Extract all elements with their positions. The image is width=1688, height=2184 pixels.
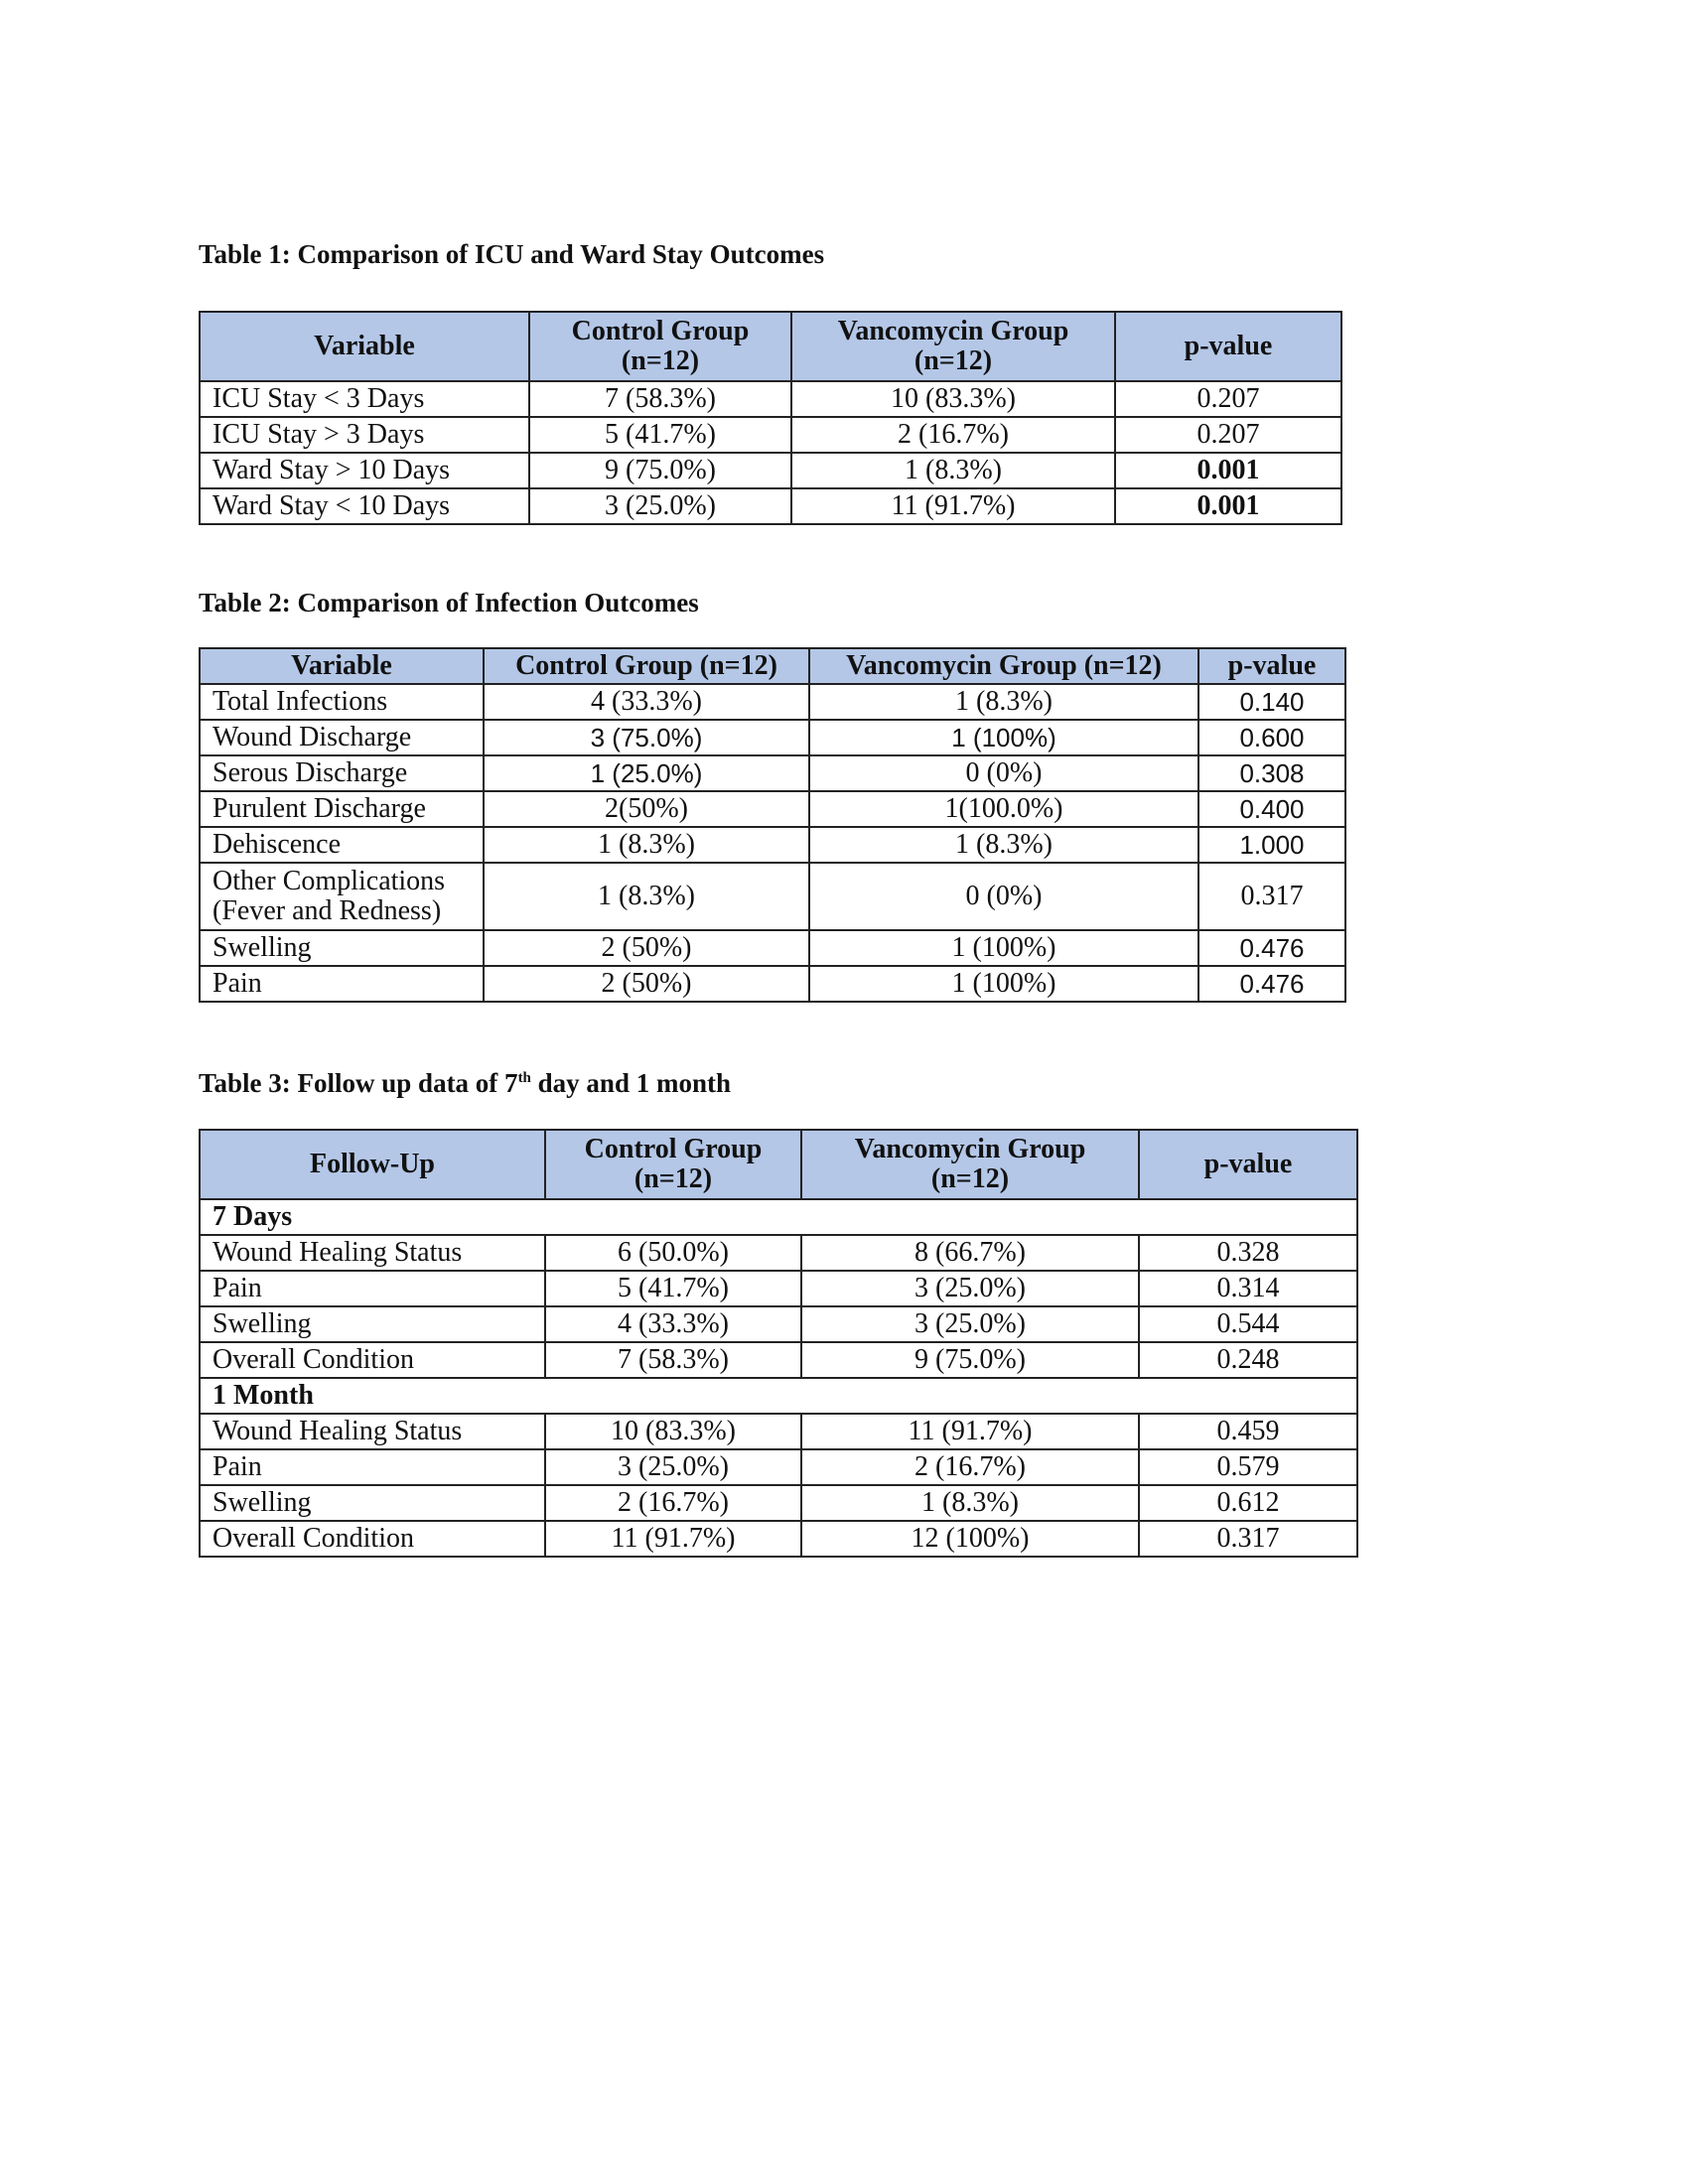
table3-header-followup: Follow-Up	[200, 1130, 545, 1199]
row-pvalue: 0.001	[1115, 453, 1341, 488]
row-control: 9 (75.0%)	[529, 453, 791, 488]
row-pvalue: 0.476	[1198, 966, 1345, 1002]
row-variable: Ward Stay > 10 Days	[200, 453, 529, 488]
table-row	[200, 1306, 1357, 1342]
row-pvalue: 0.140	[1198, 684, 1345, 720]
row-control: 7 (58.3%)	[545, 1342, 801, 1378]
row-vancomycin: 11 (91.7%)	[801, 1414, 1139, 1449]
row-vancomycin: 0 (0%)	[809, 755, 1198, 791]
table3-caption-sup: th	[517, 1070, 531, 1086]
row-variable: Dehiscence	[200, 827, 484, 863]
table2-header-row	[200, 648, 1345, 684]
row-variable: Ward Stay < 10 Days	[200, 488, 529, 524]
row-control: 1 (25.0%)	[484, 755, 809, 791]
table2-header-pvalue: p-value	[1198, 648, 1345, 684]
table-row	[200, 863, 1345, 930]
row-control: 10 (83.3%)	[545, 1414, 801, 1449]
row-vancomycin: 1 (8.3%)	[809, 684, 1198, 720]
row-variable: Wound Healing Status	[200, 1235, 545, 1271]
row-control: 7 (58.3%)	[529, 381, 791, 417]
row-vancomycin: 3 (25.0%)	[801, 1306, 1139, 1342]
table1-header-variable: Variable	[200, 312, 529, 381]
row-vancomycin: 2 (16.7%)	[791, 417, 1115, 453]
row-control: 1 (8.3%)	[484, 827, 809, 863]
row-pvalue: 0.308	[1198, 755, 1345, 791]
row-vancomycin: 12 (100%)	[801, 1521, 1139, 1557]
table-row	[200, 1271, 1357, 1306]
table3-header-pvalue: p-value	[1139, 1130, 1357, 1199]
table-row	[200, 1485, 1357, 1521]
row-variable: Pain	[200, 1271, 545, 1306]
row-vancomycin: 1 (100%)	[809, 720, 1198, 755]
table-row	[200, 791, 1345, 827]
table3-caption	[199, 1070, 731, 1097]
row-control: 4 (33.3%)	[545, 1306, 801, 1342]
row-pvalue: 0.476	[1198, 930, 1345, 966]
table3	[199, 1129, 1358, 1558]
table-row	[200, 417, 1341, 453]
row-variable: Wound Healing Status	[200, 1414, 545, 1449]
table-row	[200, 1342, 1357, 1378]
row-pvalue: 0.600	[1198, 720, 1345, 755]
row-variable: Serous Discharge	[200, 755, 484, 791]
row-vancomycin: 1 (8.3%)	[801, 1485, 1139, 1521]
row-pvalue: 0.579	[1139, 1449, 1357, 1485]
row-pvalue: 0.400	[1198, 791, 1345, 827]
table1-caption: Table 1: Comparison of ICU and Ward Stay Outcomes	[199, 239, 825, 269]
table-row	[200, 930, 1345, 966]
row-control: 3 (25.0%)	[529, 488, 791, 524]
row-pvalue: 0.328	[1139, 1235, 1357, 1271]
table2	[199, 647, 1346, 1003]
table2-caption: Table 2: Comparison of Infection Outcomes	[199, 588, 699, 617]
row-control: 2(50%)	[484, 791, 809, 827]
row-variable: Swelling	[200, 1306, 545, 1342]
row-pvalue: 0.612	[1139, 1485, 1357, 1521]
row-control: 3 (25.0%)	[545, 1449, 801, 1485]
row-vancomycin: 1(100.0%)	[809, 791, 1198, 827]
row-control: 3 (75.0%)	[484, 720, 809, 755]
table3-caption-post: day and 1 month	[530, 1068, 731, 1098]
row-pvalue: 0.001	[1115, 488, 1341, 524]
row-pvalue: 0.317	[1198, 863, 1345, 930]
row-control: 5 (41.7%)	[545, 1271, 801, 1306]
row-vancomycin: 2 (16.7%)	[801, 1449, 1139, 1485]
row-control: 2 (50%)	[484, 966, 809, 1002]
row-variable: Other Complications (Fever and Redness)	[200, 863, 484, 930]
row-pvalue: 0.207	[1115, 417, 1341, 453]
table-row	[200, 720, 1345, 755]
row-variable: ICU Stay > 3 Days	[200, 417, 529, 453]
table-row	[200, 488, 1341, 524]
row-pvalue: 1.000	[1198, 827, 1345, 863]
table2-header-vancomycin: Vancomycin Group (n=12)	[809, 648, 1198, 684]
table-row	[200, 453, 1341, 488]
row-vancomycin: 10 (83.3%)	[791, 381, 1115, 417]
table2-header-variable: Variable	[200, 648, 484, 684]
table1-header-vancomycin: Vancomycin Group (n=12)	[791, 312, 1115, 381]
row-vancomycin: 3 (25.0%)	[801, 1271, 1139, 1306]
row-vancomycin: 11 (91.7%)	[791, 488, 1115, 524]
row-control: 2 (16.7%)	[545, 1485, 801, 1521]
table-row	[200, 755, 1345, 791]
row-variable: Pain	[200, 1449, 545, 1485]
row-variable: Purulent Discharge	[200, 791, 484, 827]
section-row	[200, 1378, 1357, 1414]
table1	[199, 311, 1342, 525]
row-control: 2 (50%)	[484, 930, 809, 966]
row-control: 6 (50.0%)	[545, 1235, 801, 1271]
row-pvalue: 0.317	[1139, 1521, 1357, 1557]
row-variable: Swelling	[200, 1485, 545, 1521]
row-variable: Pain	[200, 966, 484, 1002]
table-row	[200, 381, 1341, 417]
table-row	[200, 1521, 1357, 1557]
row-vancomycin: 9 (75.0%)	[801, 1342, 1139, 1378]
table3-header-vancomycin: Vancomycin Group (n=12)	[801, 1130, 1139, 1199]
table-row	[200, 966, 1345, 1002]
section-title-7-days: 7 Days	[200, 1199, 1357, 1235]
row-control: 5 (41.7%)	[529, 417, 791, 453]
table3-header-row	[200, 1130, 1357, 1199]
row-variable: Swelling	[200, 930, 484, 966]
table-row	[200, 1449, 1357, 1485]
table1-header-control: Control Group (n=12)	[529, 312, 791, 381]
row-vancomycin: 1 (100%)	[809, 966, 1198, 1002]
table3-caption-pre: Table 3: Follow up data of 7	[199, 1068, 518, 1098]
row-variable: ICU Stay < 3 Days	[200, 381, 529, 417]
row-vancomycin: 8 (66.7%)	[801, 1235, 1139, 1271]
section-row	[200, 1199, 1357, 1235]
row-variable: Total Infections	[200, 684, 484, 720]
row-variable: Wound Discharge	[200, 720, 484, 755]
table-row	[200, 827, 1345, 863]
row-vancomycin: 0 (0%)	[809, 863, 1198, 930]
row-variable: Overall Condition	[200, 1342, 545, 1378]
table-row	[200, 684, 1345, 720]
row-control: 4 (33.3%)	[484, 684, 809, 720]
row-vancomycin: 1 (8.3%)	[791, 453, 1115, 488]
row-pvalue: 0.544	[1139, 1306, 1357, 1342]
row-pvalue: 0.248	[1139, 1342, 1357, 1378]
table1-header-pvalue: p-value	[1115, 312, 1341, 381]
row-control: 11 (91.7%)	[545, 1521, 801, 1557]
row-pvalue: 0.314	[1139, 1271, 1357, 1306]
row-variable: Overall Condition	[200, 1521, 545, 1557]
table1-header-row	[200, 312, 1341, 381]
row-pvalue: 0.207	[1115, 381, 1341, 417]
table-row	[200, 1235, 1357, 1271]
row-vancomycin: 1 (100%)	[809, 930, 1198, 966]
row-pvalue: 0.459	[1139, 1414, 1357, 1449]
table3-header-control: Control Group (n=12)	[545, 1130, 801, 1199]
row-control: 1 (8.3%)	[484, 863, 809, 930]
table2-header-control: Control Group (n=12)	[484, 648, 809, 684]
row-vancomycin: 1 (8.3%)	[809, 827, 1198, 863]
section-title-1-month: 1 Month	[200, 1378, 1357, 1414]
table-row	[200, 1414, 1357, 1449]
